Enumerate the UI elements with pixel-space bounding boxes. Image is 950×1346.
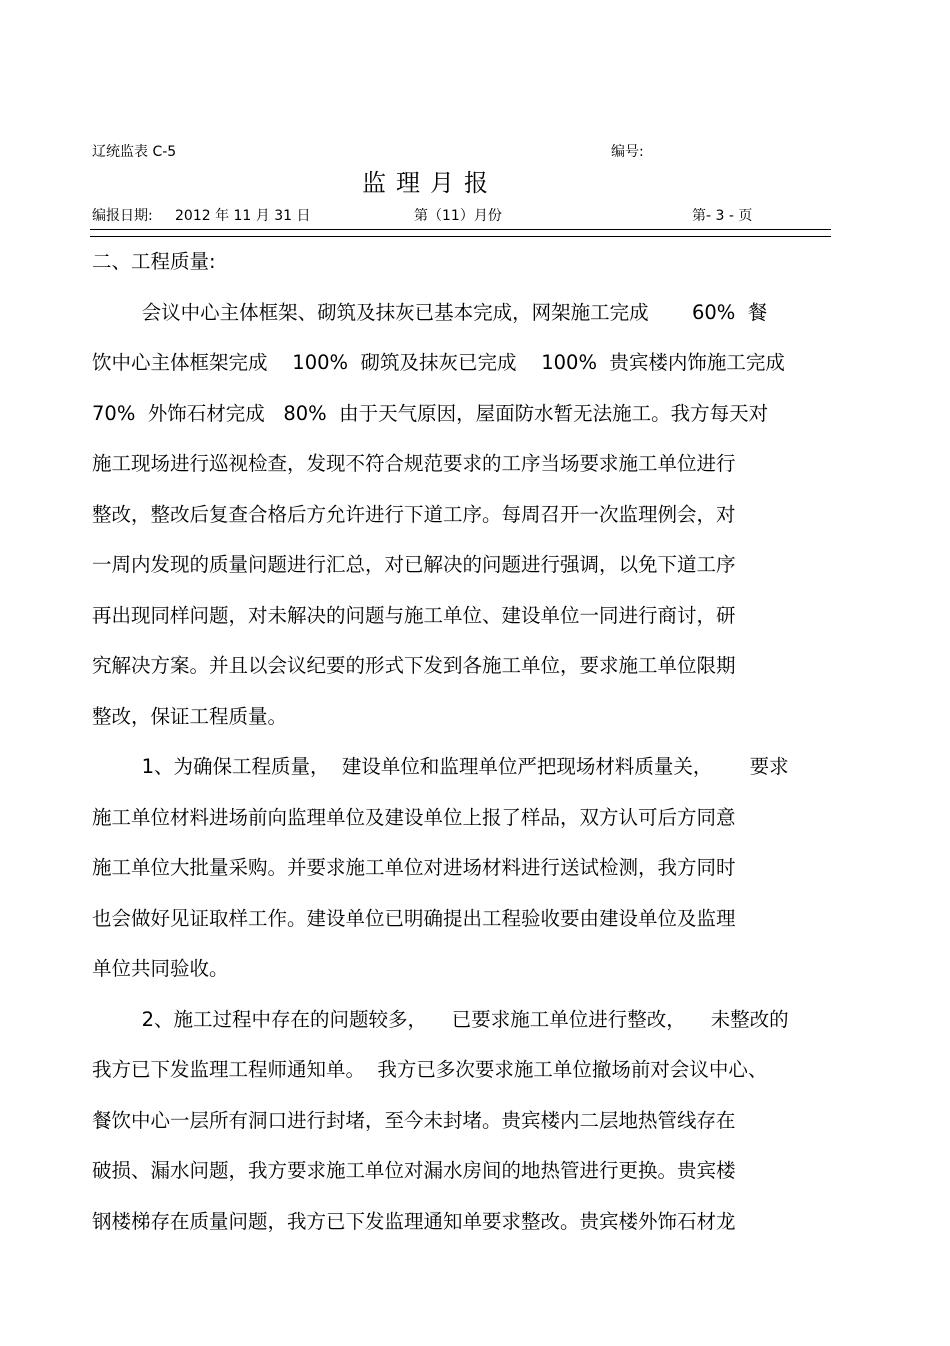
body-line: 究解决方案。并且以会议纪要的形式下发到各施工单位，要求施工单位限期	[92, 654, 736, 677]
page-number: 第- 3 - 页	[692, 208, 753, 224]
period-label: 第（11）月份	[414, 208, 502, 224]
body-line: 1、为确保工程质量， 建设单位和监理单位严把现场材料质量关， 要求	[92, 755, 789, 778]
date-value: 2012 年 11 月 31 日	[175, 208, 311, 224]
page-title: 监理月报	[362, 169, 498, 197]
body-line: 一周内发现的质量问题进行汇总，对已解决的问题进行强调，以免下道工序	[92, 553, 736, 576]
body-line: 我方已下发监理工程师通知单。 我方已多次要求施工单位撤场前对会议中心、	[92, 1058, 768, 1081]
body-line: 2、施工过程中存在的问题较多， 已要求施工单位进行整改， 未整改的	[92, 1007, 789, 1031]
header-rule-top	[90, 229, 831, 230]
body-line: 整改，整改后复查合格后方允许进行下道工序。每周召开一次监理例会，对	[92, 502, 736, 526]
number-label: 编号:	[611, 144, 644, 160]
body-line: 也会做好见证取样工作。建设单位已明确提出工程验收要由建设单位及监理	[92, 906, 736, 930]
body-line: 饮中心主体框架完成 100% 砌筑及抹灰已完成 100% 贵宾楼内饰施工完成	[92, 351, 785, 374]
body-line: 施工单位大批量采购。并要求施工单位对进场材料进行送试检测，我方同时	[92, 856, 736, 879]
section-heading: 二、工程质量:	[92, 250, 216, 273]
body-line: 70% 外饰石材完成 80% 由于天气原因，屋面防水暂无法施工。我方每天对	[92, 401, 769, 425]
date-label: 编报日期:	[92, 208, 153, 224]
body-line: 整改，保证工程质量。	[92, 704, 288, 728]
body-line: 施工现场进行巡视检查，发现不符合规范要求的工序当场要求施工单位进行	[92, 452, 736, 475]
body-line: 会议中心主体框架、砌筑及抹灰已基本完成，网架施工完成 60% 餐	[92, 300, 768, 324]
body-line: 钢楼梯存在质量问题，我方已下发监理通知单要求整改。贵宾楼外饰石材龙	[92, 1209, 736, 1233]
body-line: 再出现同样问题，对未解决的问题与施工单位、建设单位一同进行商讨，研	[92, 603, 736, 627]
header-rule-bottom	[90, 236, 831, 237]
body-line: 单位共同验收。	[92, 957, 229, 980]
body-line: 破损、漏水问题，我方要求施工单位对漏水房间的地热管进行更换。贵宾楼	[92, 1159, 736, 1182]
body-line: 施工单位材料进场前向监理单位及建设单位上报了样品，双方认可后方同意	[92, 805, 736, 829]
body-line: 餐饮中心一层所有洞口进行封堵，至今未封堵。贵宾楼内二层地热管线存在	[92, 1108, 736, 1132]
form-code: 辽统监表 C-5	[92, 144, 177, 160]
